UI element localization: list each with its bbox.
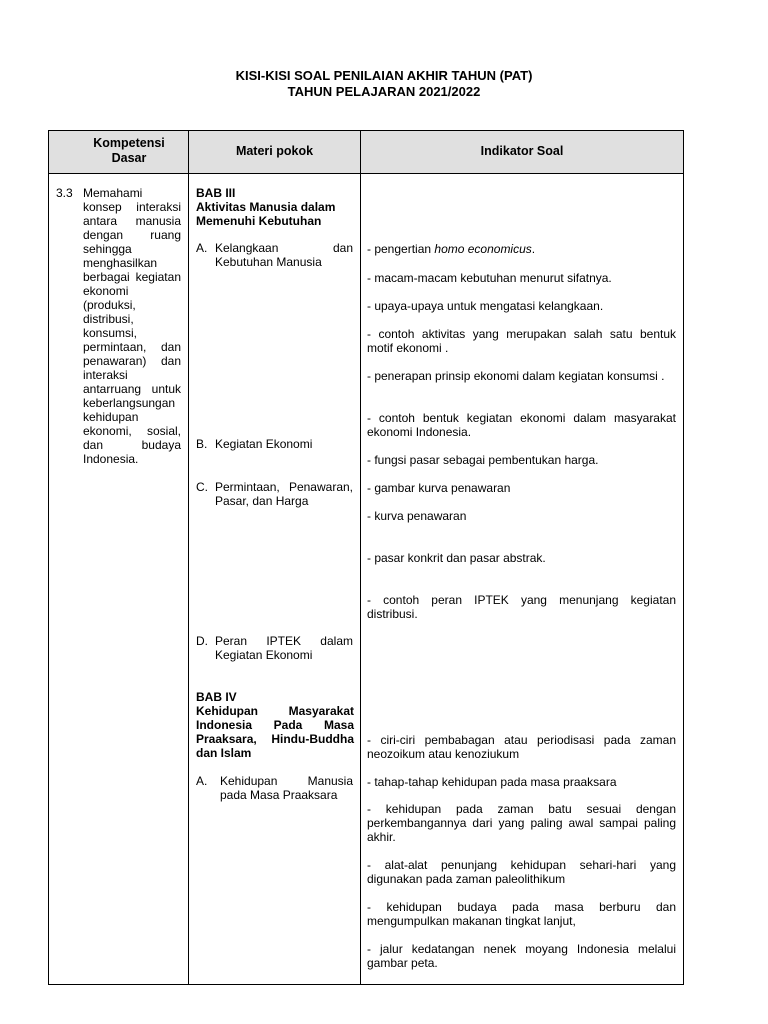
bab-4-title: Kehidupan Masyarakat Indonesia Pada Masa Praaksara, Hindu-Buddha dan Islam [196, 704, 354, 760]
materi-item-a [196, 241, 356, 269]
header-materi-pokok: Materi pokok [235, 144, 314, 158]
bab-3-label: BAB III [196, 186, 236, 200]
document-title [0, 68, 768, 100]
indikator-italic-term: homo economicus [434, 242, 532, 256]
indikator-item-11: - contoh peran IPTEK yang menunjang kegiatan distribusi. [367, 593, 676, 621]
header-indikator-soal: Indikator Soal [480, 144, 564, 158]
materi-item-d [196, 634, 356, 662]
indikator-item-8: - gambar kurva penawaran [367, 481, 511, 495]
indikator-item-1 [367, 242, 676, 256]
bab-4-label: BAB IV [196, 690, 237, 704]
indikator-item-2: - macam-macam kebutuhan menurut sifatnya. [367, 271, 612, 285]
materi-item-text: Kelangkaan dan Kebutuhan Manusia [215, 241, 353, 269]
column-divider [188, 131, 189, 984]
title-line-1: KISI-KISI SOAL PENILAIAN AKHIR TAHUN (PAT) [235, 68, 533, 83]
indikator-item-9: - kurva penawaran [367, 509, 467, 523]
indikator-item-10: - pasar konkrit dan pasar abstrak. [367, 551, 546, 565]
materi-item-text: Kehidupan Manusia pada Masa Praaksara [220, 774, 353, 802]
header-kompetensi-dasar: Kompetensi Dasar [93, 136, 165, 165]
materi-item-text: Kegiatan Ekonomi [215, 437, 313, 451]
indikator-item-15: - alat-alat penunjang kehidupan sehari-hari yang digunakan pada zaman paleolithikum [367, 858, 676, 886]
indikator-item-14: - kehidupan pada zaman batu sesuai dengan perkembangannya dari yang paling awal sampai paling akhir. [367, 802, 676, 844]
indikator-item-17: - jalur kedatangan nenek moyang Indonesia melalui gambar peta. [367, 942, 676, 970]
materi-item-letter: D. [196, 634, 208, 648]
materi-item-letter: B. [196, 437, 208, 451]
indikator-item-4: - contoh aktivitas yang merupakan salah satu bentuk motif ekonomi . [367, 327, 676, 355]
column-divider [360, 131, 361, 984]
materi-item-letter: A. [196, 241, 208, 255]
materi-item-c [196, 480, 356, 508]
materi-item-letter: C. [196, 480, 208, 494]
materi-item-bab4-a [196, 774, 356, 802]
indikator-item-6: - contoh bentuk kegiatan ekonomi dalam masyarakat ekonomi Indonesia. [367, 411, 676, 439]
materi-item-b [196, 437, 356, 451]
indikator-item-12: - ciri-ciri pembabagan atau periodisasi pada zaman neozoikum atau kenoziukum [367, 733, 676, 761]
bab-3-title: Aktivitas Manusia dalam Memenuhi Kebutuhan [196, 200, 336, 228]
indikator-item-3: - upaya-upaya untuk mengatasi kelangkaan. [367, 299, 604, 313]
kd-description: Memahami konsep interaksi antara manusia dengan ruang sehingga menghasilkan berbagai kegiatan ekonomi (produksi, distribusi, konsumsi, permintaan, dan penawaran) dan interaksi antarruang untuk keberlangsungan kehidupan ekonomi, sosial, dan budaya Indonesia. [83, 186, 181, 466]
indikator-item-13: - tahap-tahap kehidupan pada masa praaksara [367, 775, 617, 789]
title-line-2: TAHUN PELAJARAN 2021/2022 [287, 84, 481, 99]
materi-item-text: Permintaan, Penawaran, Pasar, dan Harga [215, 480, 353, 508]
indikator-text: - pengertian [367, 242, 435, 256]
indikator-text: . [531, 242, 536, 256]
indikator-item-5: - penerapan prinsip ekonomi dalam kegiatan konsumsi . [367, 369, 665, 383]
indikator-item-7: - fungsi pasar sebagai pembentukan harga. [367, 453, 599, 467]
materi-item-text: Peran IPTEK dalam Kegiatan Ekonomi [215, 634, 353, 662]
materi-item-letter: A. [196, 774, 208, 788]
kd-number: 3.3 [56, 186, 73, 200]
indikator-item-16: - kehidupan budaya pada masa berburu dan mengumpulkan makanan tingkat lanjut, [367, 900, 676, 928]
